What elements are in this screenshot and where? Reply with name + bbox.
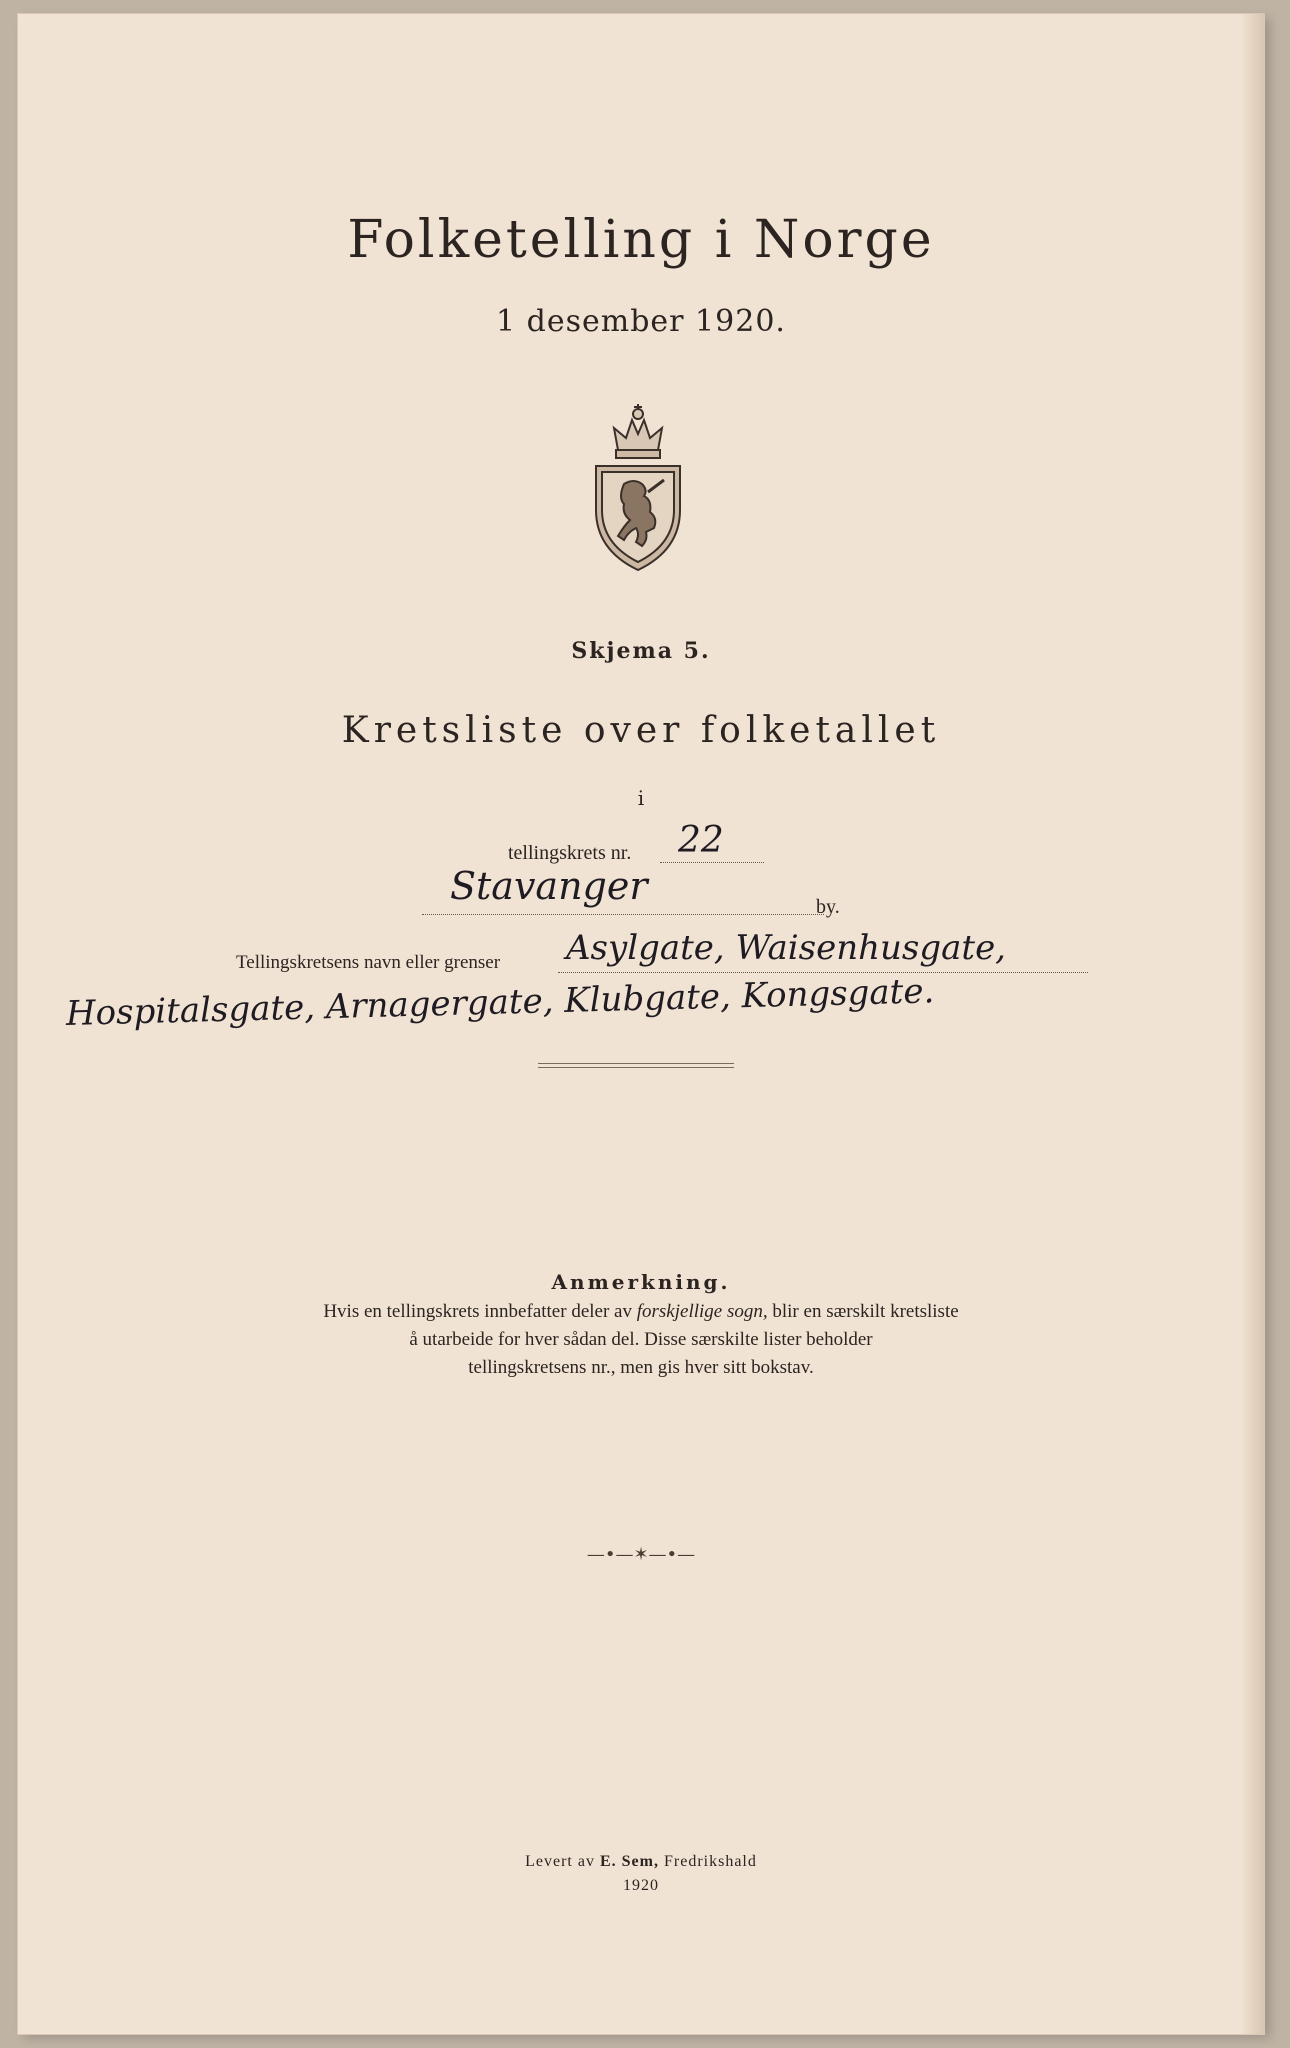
remark-emphasis: forskjellige sogn,	[636, 1301, 768, 1322]
boundaries-field-line2[interactable]: Hospitalsgate, Arnagergate, Klubgate, Kongsgate.	[65, 971, 935, 1034]
remark-text: Hvis en tellingskrets innbefatter deler av	[323, 1301, 637, 1322]
district-label: tellingskrets nr.	[508, 842, 632, 864]
printer-year: 1920	[623, 1877, 659, 1894]
remark-line-2: å utarbeide for hver sådan del. Disse særskilte lister beholder	[409, 1329, 873, 1350]
printer-credit	[18, 1850, 1264, 1898]
printer-place: Fredrikshald	[658, 1853, 757, 1870]
remark-text: blir en særskilt kretsliste	[767, 1301, 959, 1322]
census-date: 1 desember 1920.	[496, 304, 786, 339]
connector-text: i	[637, 786, 645, 810]
list-title: Kretsliste over folketallet	[341, 710, 941, 751]
schema-label: Skjema 5.	[571, 638, 711, 664]
remark-heading: Anmerkning.	[551, 1270, 731, 1294]
norwegian-coat-of-arms-icon	[588, 400, 688, 572]
remark-line-1	[18, 1298, 1264, 1326]
city-field[interactable]: Stavanger	[450, 864, 648, 908]
page-title: Folketelling i Norge	[347, 210, 935, 270]
boundaries-field-line1[interactable]: Asylgate, Waisenhusgate,	[566, 928, 1006, 968]
boundaries-label: Tellingskretsens navn eller grenser	[236, 952, 501, 973]
remark-line-3: tellingskretsens nr., men gis hver sitt bokstav.	[468, 1357, 814, 1378]
printer-prefix: Levert av	[525, 1853, 600, 1870]
divider-rule-double	[538, 1067, 734, 1068]
ornament-divider: —•—✶—•—	[586, 1544, 696, 1565]
printer-name: E. Sem,	[599, 1853, 659, 1870]
city-suffix: by.	[816, 896, 840, 918]
divider-rule	[538, 1063, 734, 1064]
document-page	[18, 14, 1264, 2034]
district-number-field[interactable]: 22	[678, 820, 724, 861]
